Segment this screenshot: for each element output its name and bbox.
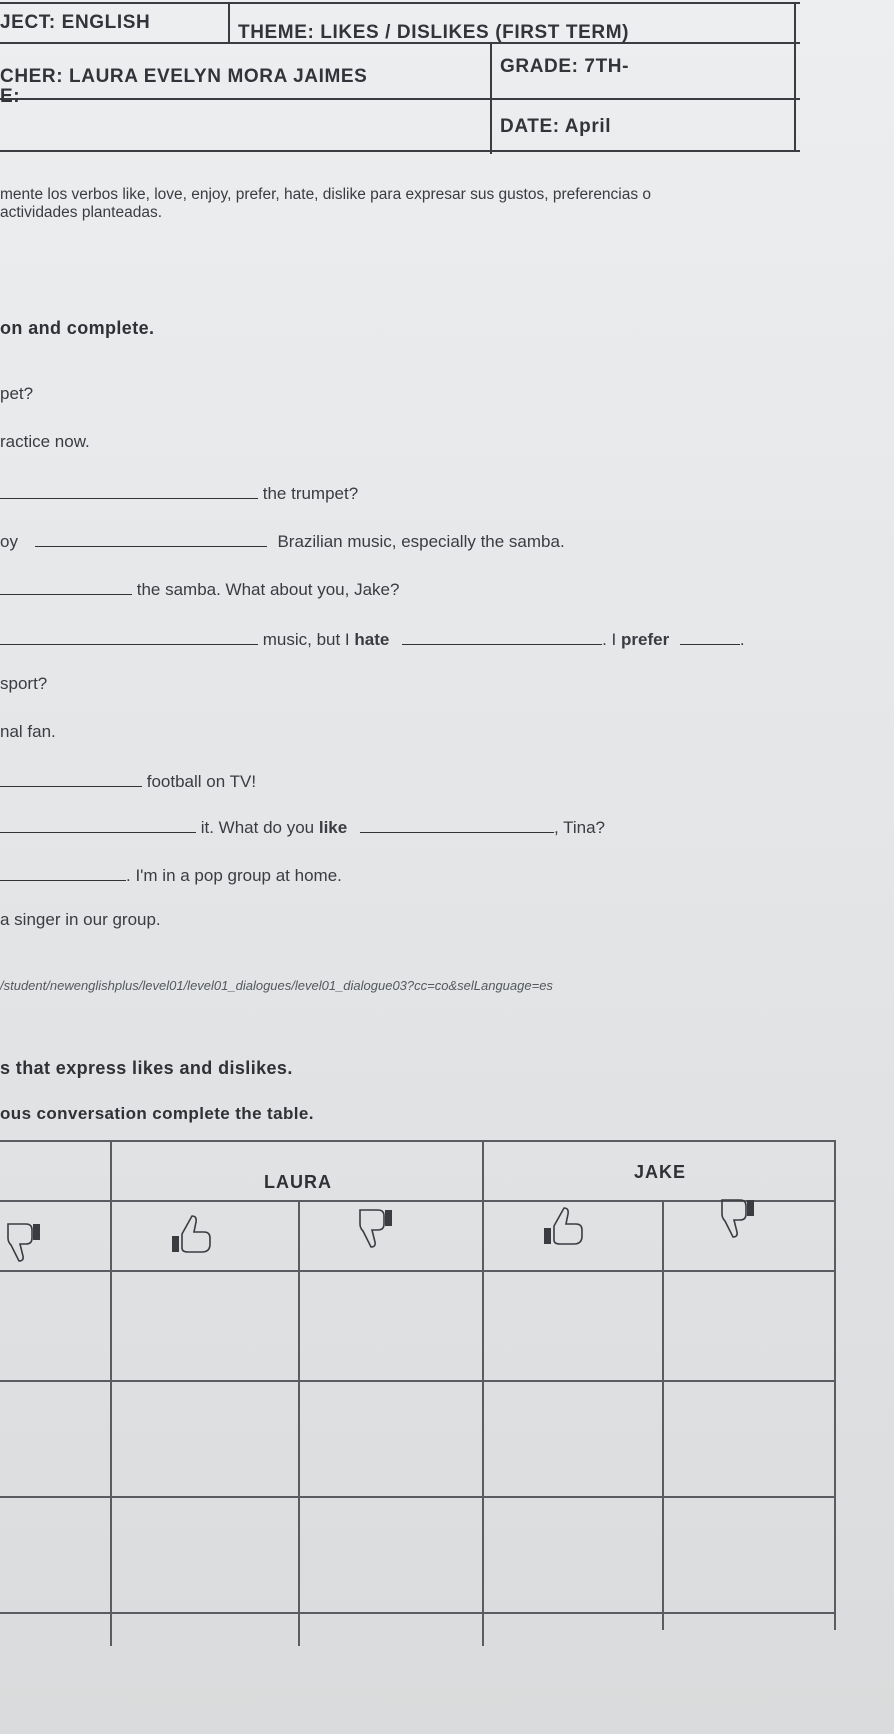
answer-blank[interactable] <box>0 831 196 833</box>
dialogue-line-6 <box>0 630 745 650</box>
section2-heading-2: ous conversation complete the table. <box>0 1104 314 1123</box>
line-text: ractice now. <box>0 432 90 451</box>
subject-label: JECT: ENGLISH <box>0 12 151 33</box>
line-text: music, but I <box>262 630 350 649</box>
answer-blank[interactable] <box>402 643 602 645</box>
answer-blank[interactable] <box>0 879 126 881</box>
thumbs-down-icon <box>2 1218 46 1266</box>
theme-label: THEME: LIKES / DISLIKES (FIRST TERM) <box>238 22 630 43</box>
answer-blank[interactable] <box>0 497 258 499</box>
dialogue-line-5 <box>0 580 399 600</box>
jake-column-header: JAKE <box>634 1162 687 1182</box>
dialogue-line-12 <box>0 910 161 930</box>
line-bold: prefer <box>621 630 670 649</box>
dialogue-line-9 <box>0 772 256 792</box>
dialogue-line-4 <box>0 532 565 552</box>
laura-column-header: LAURA <box>264 1172 332 1192</box>
answer-blank[interactable] <box>680 643 740 645</box>
instruction-line-1: mente los verbos like, love, enjoy, prefer, hate, dislike para expresar sus gustos, preferencias o <box>0 186 652 203</box>
table-cell[interactable] <box>484 1272 662 1380</box>
line-text: football on TV! <box>146 772 257 791</box>
table-cell[interactable] <box>664 1272 834 1380</box>
line-text: , Tina? <box>553 818 605 837</box>
answer-blank[interactable] <box>35 545 267 547</box>
line-text: . <box>739 630 745 649</box>
line-text: . I'm in a pop group at home. <box>126 866 342 885</box>
likes-dislikes-table <box>0 1134 840 1644</box>
student-name-label: E: <box>0 86 21 107</box>
line-text: . I <box>602 630 617 649</box>
line-text: Brazilian music, especially the samba. <box>277 532 565 551</box>
teacher-label: CHER: LAURA EVELYN MORA JAIMES <box>0 66 368 87</box>
thumbs-down-icon <box>716 1194 760 1242</box>
answer-blank[interactable] <box>0 593 132 595</box>
line-text: the samba. What about you, Jake? <box>136 580 400 599</box>
source-url[interactable]: /student/newenglishplus/level01/level01_dialogues/level01_dialogue03?cc=co&selLanguage=es <box>0 978 553 993</box>
answer-blank[interactable] <box>360 831 554 833</box>
header-box <box>0 0 800 158</box>
dialogue-line-10 <box>0 818 605 838</box>
line-text: sport? <box>0 674 48 693</box>
thumbs-down-icon <box>354 1204 398 1252</box>
dialogue-line-3 <box>0 484 358 504</box>
thumbs-up-icon <box>540 1200 588 1252</box>
dialogue-line-8 <box>0 722 56 742</box>
line-bold: hate <box>354 630 390 649</box>
table-cell[interactable] <box>112 1272 298 1380</box>
instruction-line-2: actividades planteadas. <box>0 204 163 221</box>
section1-heading: on and complete. <box>0 318 155 338</box>
line-text: pet? <box>0 384 34 403</box>
dialogue-line-7 <box>0 674 47 694</box>
dialogue-line-11 <box>0 866 342 886</box>
thumbs-up-icon <box>168 1208 216 1260</box>
answer-blank[interactable] <box>0 643 258 645</box>
date-label: DATE: April <box>500 116 612 137</box>
line-text: oy <box>0 532 18 551</box>
table-cell[interactable] <box>300 1272 482 1380</box>
dialogue-line-1 <box>0 384 33 404</box>
table-cell[interactable] <box>0 1272 110 1380</box>
line-text: nal fan. <box>0 722 56 741</box>
dialogue-line-2 <box>0 432 90 452</box>
line-text: the trumpet? <box>262 484 359 503</box>
answer-blank[interactable] <box>0 785 142 787</box>
line-bold: like <box>318 818 348 837</box>
line-text: it. What do you <box>200 818 315 837</box>
section2-heading-1: s that express likes and dislikes. <box>0 1058 293 1078</box>
grade-label: GRADE: 7TH- <box>500 56 630 77</box>
line-text: a singer in our group. <box>0 910 161 929</box>
